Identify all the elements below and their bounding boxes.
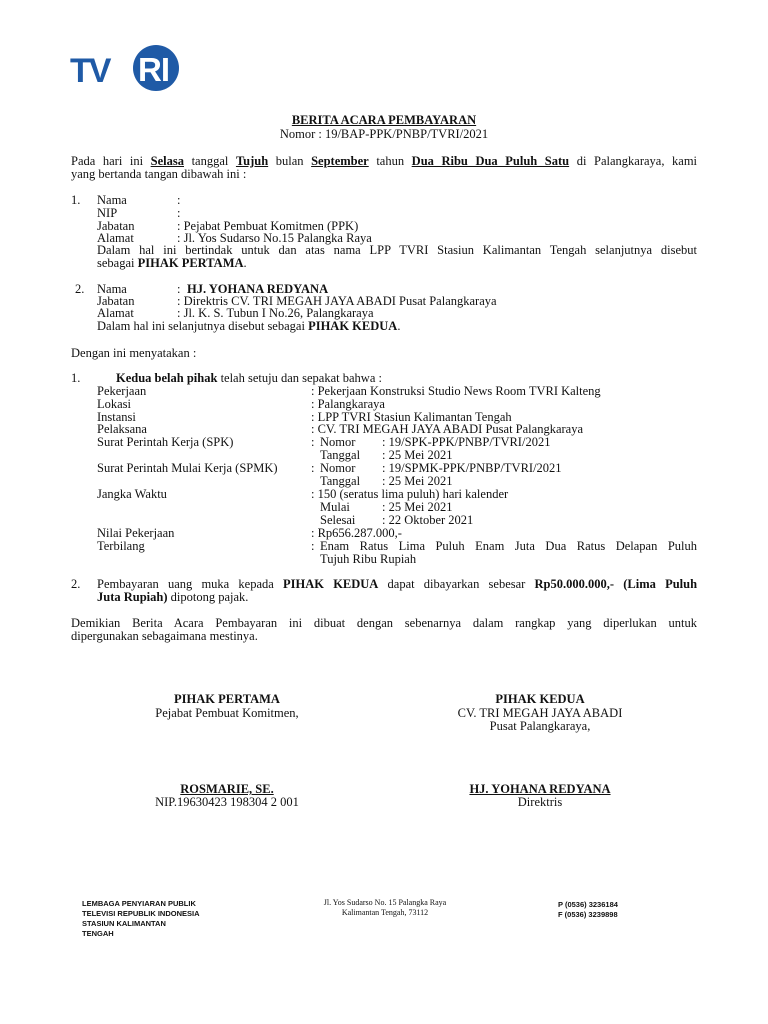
spk-tanggal-value: : 25 Mei 2021 — [382, 448, 453, 462]
party1-desc-line-2: sebagai PIHAK PERTAMA. — [97, 256, 247, 270]
party1-alamat-label: Alamat — [97, 231, 134, 245]
sig-left-role: Pejabat Pembuat Komitmen, — [155, 706, 299, 720]
party2-desc: Dalam hal ini selanjutnya disebut sebagai PIHAK KEDUA. — [97, 319, 401, 333]
lokasi-value: : Palangkaraya — [311, 397, 385, 411]
sig-right-title: PIHAK KEDUA — [495, 692, 585, 706]
intro-year: Dua Ribu Dua Puluh Satu — [411, 154, 570, 168]
spk-nomor-value: : 19/SPK-PPK/PNBP/TVRI/2021 — [382, 435, 551, 449]
mulai-label: Mulai — [320, 500, 350, 514]
party1-jabatan-value: : Pejabat Pembuat Komitmen (PPK) — [177, 219, 359, 233]
party2-nama-label: Nama — [97, 282, 127, 296]
document-title: BERITA ACARA PEMBAYARAN — [291, 113, 477, 127]
selesai-label: Selesai — [320, 513, 356, 527]
party1-jabatan-label: Jabatan — [97, 219, 135, 233]
terbilang-colon: : — [311, 539, 315, 553]
sig-right-name: HJ. YOHANA REDYANA — [469, 782, 611, 796]
jangka-value: : 150 (seratus lima puluh) hari kalender — [311, 487, 509, 501]
footer-address: Jl. Yos Sudarso No. 15 Palangka Raya Kalimantan Tengah, 73112 — [323, 898, 447, 917]
svg-text:TV: TV — [70, 52, 110, 90]
intro-line-2: yang bertanda tangan dibawah ini : — [71, 167, 247, 181]
party2-nama-colon: : — [177, 282, 181, 296]
instansi-value: : LPP TVRI Stasiun Kalimantan Tengah — [311, 410, 512, 424]
spk-tanggal-label: Tanggal — [320, 448, 361, 462]
item1-lead: Kedua belah pihak telah setuju dan sepakat bahwa : — [116, 371, 382, 385]
pelaksana-label: Pelaksana — [97, 422, 147, 436]
party2-nama-value: HJ. YOHANA REDYANA — [187, 282, 329, 296]
sig-left-name: ROSMARIE, SE. — [180, 782, 274, 796]
terbilang-line-1: Enam Ratus Lima Puluh Enam Juta Dua Ratus Delapan Puluh — [320, 539, 697, 553]
nilai-label: Nilai Pekerjaan — [97, 526, 175, 540]
sig-left-nip: NIP.19630423 198304 2 001 — [155, 795, 299, 809]
svg-text:RI: RI — [138, 51, 169, 88]
item1-number: 1. — [71, 371, 81, 385]
sig-right-role-1: CV. TRI MEGAH JAYA ABADI — [457, 706, 623, 720]
spmk-tanggal-value: : 25 Mei 2021 — [382, 474, 453, 488]
terbilang-line-2: Tujuh Ribu Rupiah — [320, 552, 417, 566]
spmk-nomor-value: : 19/SPMK-PPK/PNBP/TVRI/2021 — [382, 461, 562, 475]
spk-colon: : — [311, 435, 315, 449]
statement-heading: Dengan ini menyatakan : — [71, 346, 197, 360]
jangka-label: Jangka Waktu — [97, 487, 167, 501]
party1-nip-value: : — [177, 206, 181, 220]
sig-right-role-2: Pusat Palangkaraya, — [489, 719, 591, 733]
document-number: Nomor : 19/BAP-PPK/PNBP/TVRI/2021 — [279, 127, 489, 141]
lokasi-label: Lokasi — [97, 397, 132, 411]
spmk-colon: : — [311, 461, 315, 475]
terbilang-label: Terbilang — [97, 539, 145, 553]
instansi-label: Instansi — [97, 410, 136, 424]
spmk-label: Surat Perintah Mulai Kerja (SPMK) — [97, 461, 278, 475]
party1-desc-line-1: Dalam hal ini bertindak untuk dan atas nama LPP TVRI Stasiun Kalimantan Tengah selanjutnya disebut — [97, 243, 697, 257]
intro-month: September — [311, 154, 369, 168]
selesai-value: : 22 Oktober 2021 — [382, 513, 474, 527]
item2-number: 2. — [71, 577, 81, 591]
party2-jabatan-value: : Direktris CV. TRI MEGAH JAYA ABADI Pusat Palangkaraya — [177, 294, 497, 308]
closing-line-1: Demikian Berita Acara Pembayaran ini dibuat dengan sebenarnya dalam rangkap yang diperlukan untuk — [71, 616, 697, 630]
party2-number: 2. — [75, 282, 85, 296]
item2-line-2: Juta Rupiah) dipotong pajak. — [97, 590, 249, 604]
party1-alamat-value: : Jl. Yos Sudarso No.15 Palangka Raya — [177, 231, 372, 245]
mulai-value: : 25 Mei 2021 — [382, 500, 453, 514]
party1-nama-label: Nama — [97, 193, 127, 207]
intro-line-1: Pada hari ini Selasa tanggal Tujuh bulan September tahun Dua Ribu Dua Puluh Satu di Palangkaraya, kami — [71, 154, 698, 168]
party2-alamat-value: : Jl. K. S. Tubun I No.26, Palangkaraya — [177, 306, 374, 320]
tvri-logo — [70, 44, 186, 92]
intro-date: Tujuh — [235, 154, 269, 168]
sig-left-title: PIHAK PERTAMA — [174, 692, 280, 706]
intro-day: Selasa — [150, 154, 184, 168]
footer-phone-fax: P (0536) 3236184 F (0536) 3239898 — [558, 900, 618, 919]
pelaksana-value: : CV. TRI MEGAH JAYA ABADI Pusat Palangkaraya — [311, 422, 583, 436]
spk-label: Surat Perintah Kerja (SPK) — [97, 435, 234, 449]
spk-nomor-label: Nomor — [320, 435, 356, 449]
spmk-tanggal-label: Tanggal — [320, 474, 361, 488]
item2-line-1: Pembayaran uang muka kepada PIHAK KEDUA dapat dibayarkan sebesar Rp50.000.000,- (Lima Puluh — [97, 577, 698, 591]
nilai-value: : Rp656.287.000,- — [311, 526, 402, 540]
party2-jabatan-label: Jabatan — [97, 294, 135, 308]
pekerjaan-value: : Pekerjaan Konstruksi Studio News Room TVRI Kalteng — [311, 384, 601, 398]
closing-line-2: dipergunakan sebagaimana mestinya. — [71, 629, 258, 643]
party1-nama-value: : — [177, 193, 181, 207]
party2-alamat-label: Alamat — [97, 306, 134, 320]
pihak-pertama-label: PIHAK PERTAMA — [137, 256, 244, 270]
pihak-kedua-label: PIHAK KEDUA — [308, 319, 398, 333]
footer-institution: LEMBAGA PENYIARAN PUBLIK TELEVISI REPUBLIK INDONESIA STASIUN KALIMANTAN TENGAH — [82, 899, 200, 938]
party1-nip-label: NIP — [97, 206, 118, 220]
party1-number: 1. — [71, 193, 81, 207]
pekerjaan-label: Pekerjaan — [97, 384, 147, 398]
spmk-nomor-label: Nomor — [320, 461, 356, 475]
sig-right-position: Direktris — [517, 795, 563, 809]
